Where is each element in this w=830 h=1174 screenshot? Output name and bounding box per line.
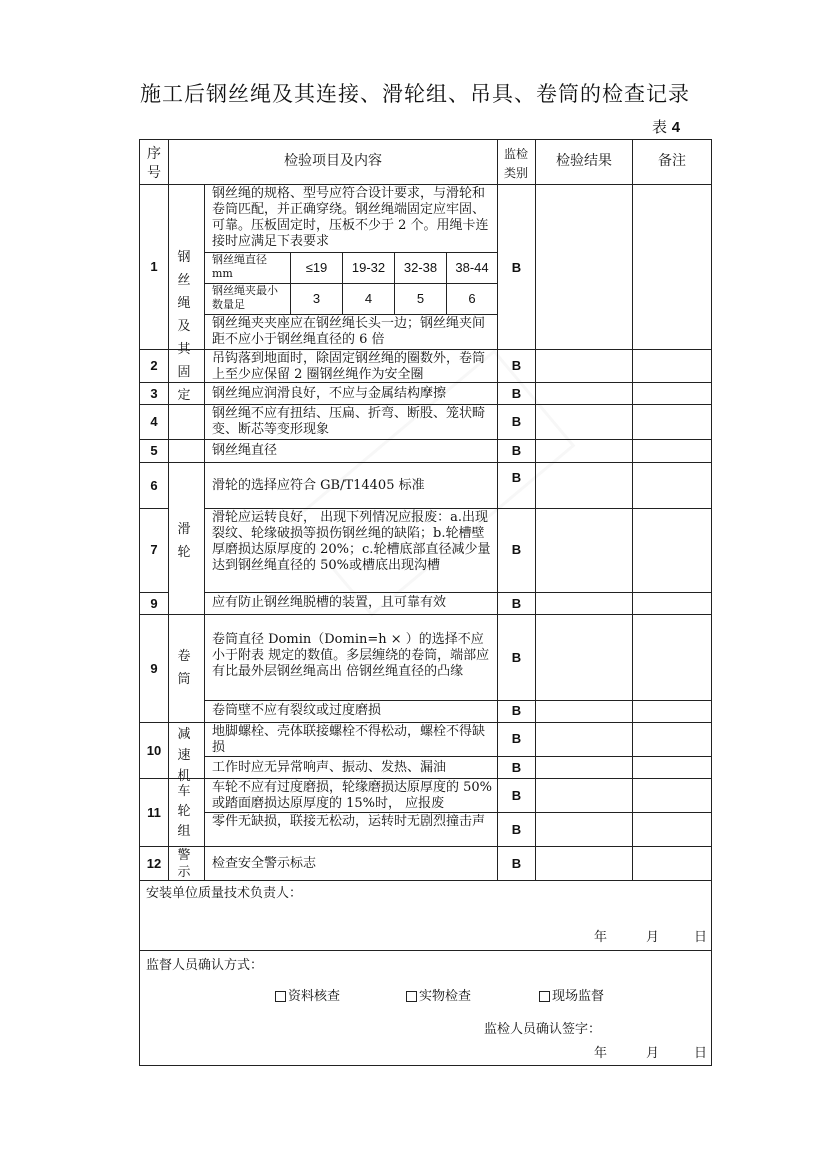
item-10a-text: 地脚螺栓、壳体联接螺栓不得松动，螺栓不得缺损 <box>212 724 486 755</box>
header-category: 监检 类别 <box>503 147 528 180</box>
item-12-text: 检查安全警示标志 <box>212 856 317 871</box>
seq-1: 1 <box>150 259 158 274</box>
checkbox-site-supervision <box>540 992 550 1002</box>
group-rope: 钢 丝 绳 及 其 固 定 <box>177 250 191 403</box>
item-1-text: 钢丝绳的规格、型号应符合设计要求，与滑轮和卷筒匹配，并正确穿绕。钢丝绳端固定应牢固、可靠。压板固定时，压板不少于 2 个。用绳卡连接时应满足下表要求 <box>212 186 489 249</box>
category-row-7: B <box>511 542 522 557</box>
header-item: 检验项目及内容 <box>284 153 382 169</box>
category-row-6: B <box>511 470 522 485</box>
table-number-label: 表 <box>652 118 668 136</box>
seq-4: 4 <box>150 414 158 429</box>
item-10b-text: 工作时应无异常响声、振动、发热、漏油 <box>212 760 447 775</box>
option-site-supervision: 现场监督 <box>552 989 605 1004</box>
subtable-clamp-1: 3 <box>312 291 321 306</box>
category-row-10b: B <box>511 760 522 775</box>
item-6-text: 滑轮的选择应符合 GB/T14405 标准 <box>212 478 425 493</box>
subtable-clamp-2: 4 <box>364 291 373 306</box>
checkbox-physical-inspection <box>407 992 417 1002</box>
category-row-9a: B <box>511 650 522 665</box>
seq-10: 10 <box>146 743 162 758</box>
sign-date-year: 年 <box>594 1046 608 1061</box>
table-number-value: 4 <box>671 119 681 136</box>
category-row-8: B <box>511 596 522 611</box>
category-row-11a: B <box>511 788 522 803</box>
item-1-text2: 钢丝绳夹夹座应在钢丝绳长头一边；钢丝绳夹间距不应小于钢丝绳直径的 6 倍 <box>212 316 486 347</box>
group-sheave: 滑 轮 <box>177 522 191 560</box>
seq-7: 7 <box>150 542 158 557</box>
category-row-5: B <box>511 443 522 458</box>
group-warning: 警 示 <box>177 848 191 880</box>
confirm-method-label: 监督人员确认方式： <box>146 958 264 973</box>
install-date-month: 月 <box>646 930 660 945</box>
group-wheel: 车 轮 组 <box>177 784 191 839</box>
group-reducer: 减 速 机 <box>177 727 191 784</box>
category-row-2: B <box>511 358 522 373</box>
subtable-clamp-4: 6 <box>468 291 476 306</box>
install-responsible-label: 安装单位质量技术负责人： <box>146 886 303 901</box>
header-remark: 备注 <box>658 153 686 169</box>
category-row-9b: B <box>511 703 522 718</box>
subtable-diameter-2: 19-32 <box>351 260 386 275</box>
option-physical-inspection: 实物检查 <box>419 989 472 1004</box>
item-9b-text: 卷筒壁不应有裂纹或过度磨损 <box>212 703 382 718</box>
category-row-1: B <box>511 260 522 275</box>
seq-5: 5 <box>150 443 158 458</box>
category-row-11b: B <box>511 822 522 837</box>
item-7-text: 滑轮应运转良好， 出现下列情况应报废：a.出现裂纹、轮缘破损等损伤钢丝绳的缺陷；b.轮槽壁厚磨损达原厚度的 20%；c.轮槽底部直径减少量达到钢丝绳直径的 50%或槽底出现沟槽 <box>212 510 491 573</box>
item-5-text: 钢丝绳直径 <box>212 443 278 458</box>
subtable-diameter-label: 钢丝绳直径 mm <box>212 253 267 280</box>
seq-8: 9 <box>150 596 158 611</box>
subtable-clamp-3: 5 <box>416 291 425 306</box>
item-3-text: 钢丝绳应润滑良好，不应与金属结构摩擦 <box>212 386 447 401</box>
subtable-diameter-4: 38-44 <box>455 260 489 275</box>
item-2-text: 吊钩落到地面时，除固定钢丝绳的圈数外，卷筒上至少应保留 2 圈钢丝绳作为安全圈 <box>212 351 486 382</box>
seq-11: 11 <box>147 805 161 820</box>
item-11a-text: 车轮不应有过度磨损，轮缘磨损达原厚度的 50%或踏面磨损达原厚度的 15%时， 应报废 <box>212 780 493 811</box>
item-8-text: 应有防止钢丝绳脱槽的装置，且可靠有效 <box>212 595 447 610</box>
group-drum: 卷 筒 <box>177 649 191 687</box>
sign-date-month: 月 <box>646 1046 660 1061</box>
item-4-text: 钢丝绳不应有扭结、压扁、折弯、断股、笼状畸变、断芯等变形现象 <box>212 406 486 437</box>
item-9a-text: 卷筒直径 Domin（Domin=h × ）的选择不应小于附表 规定的数值。多层缠绕的卷筒，端部应有比最外层钢丝绳高出 倍钢丝绳直径的凸缘 <box>212 632 490 679</box>
subtable-diameter-1: ≤19 <box>305 260 328 275</box>
header-seq: 序 号 <box>147 146 161 181</box>
checkbox-document-review <box>276 992 286 1002</box>
seq-9: 9 <box>150 661 158 676</box>
category-row-10a: B <box>511 731 522 746</box>
item-11b-text: 零件无缺损，联接无松动，运转时无剧烈撞击声 <box>212 814 486 829</box>
seq-3: 3 <box>150 386 158 401</box>
category-row-3: B <box>511 386 522 401</box>
seq-6: 6 <box>150 478 158 493</box>
category-row-12: B <box>511 856 522 871</box>
install-date-day: 日 <box>694 930 708 945</box>
header-result: 检验结果 <box>556 153 612 169</box>
seq-2: 2 <box>150 358 158 373</box>
sign-date-day: 日 <box>694 1046 708 1061</box>
page-title: 施工后钢丝绳及其连接、滑轮组、吊具、卷筒的检查记录 <box>140 82 690 106</box>
subtable-diameter-3: 32-38 <box>403 260 438 275</box>
subtable-clamp-label: 钢丝绳夹最小数量足 <box>212 284 278 311</box>
inspector-signature-label: 监检人员确认签字： <box>484 1022 602 1037</box>
seq-12: 12 <box>146 856 162 871</box>
category-row-4: B <box>511 414 522 429</box>
option-document-review: 资料核查 <box>288 989 341 1004</box>
install-date-year: 年 <box>594 930 608 945</box>
